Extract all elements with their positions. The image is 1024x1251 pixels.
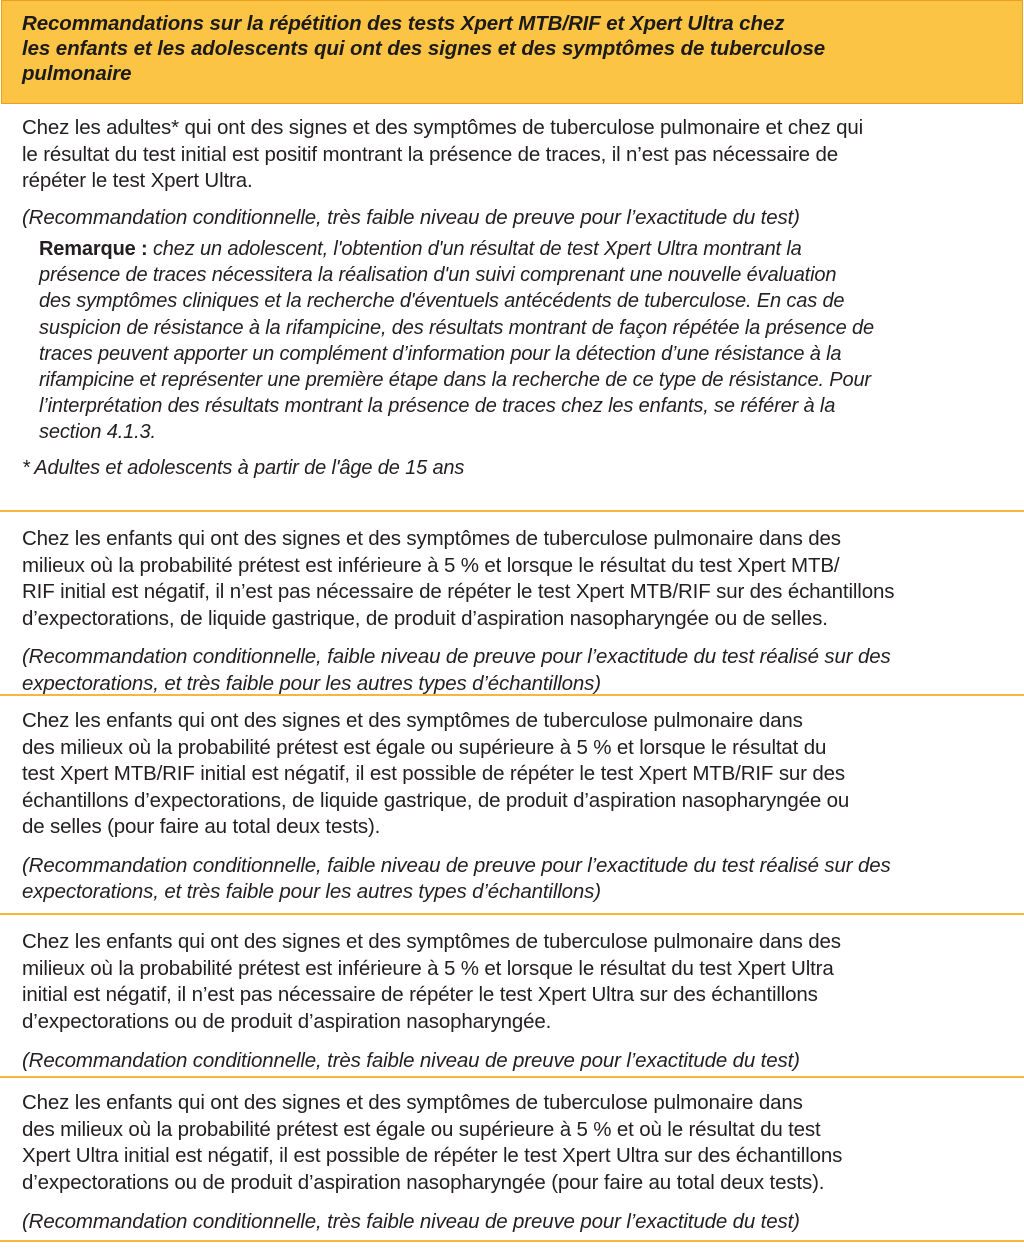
strength-line: (Recommandation conditionnelle, très faible niveau de preuve pour l’exactitude du test) xyxy=(22,1210,800,1233)
footnote xyxy=(22,455,1014,481)
strength-line: expectorations, et très faible pour les autres types d’échantillons) xyxy=(22,671,601,695)
box-header xyxy=(1,0,1023,104)
note-line xyxy=(39,236,1014,262)
recommendation-section-4 xyxy=(0,915,1024,1078)
recommendation-strength xyxy=(22,1209,1014,1236)
note-line: traces peuvent apporter un complément d’information pour la détection d’une résistance à la xyxy=(39,342,842,365)
recommendation-line: milieux où la probabilité prétest est inférieure à 5 % et lorsque le résultat du test Xpert MTB/ xyxy=(22,553,840,577)
note-line: rifampicine et représenter une première étape dans la recherche de ce type de résistance. Pour xyxy=(39,369,871,392)
recommendation-line: le résultat du test initial est positif montrant la présence de traces, il n’est pas nécessaire de xyxy=(22,142,838,166)
recommendation-line: échantillons d’expectorations, de liquide gastrique, de produit d’aspiration nasopharyngée ou xyxy=(22,788,850,812)
recommendation-strength xyxy=(22,205,1014,232)
recommendation-section-1 xyxy=(0,104,1024,512)
recommendation-line: d’expectorations ou de produit d’aspiration nasopharyngée. xyxy=(22,1009,552,1033)
recommendation-text xyxy=(22,708,1014,841)
note-line: section 4.1.3. xyxy=(39,421,156,444)
header-title-line: les enfants et les adolescents qui ont des signes et des symptômes de tuberculose xyxy=(22,37,826,60)
recommendation-line: des milieux où la probabilité prétest est égale ou supérieure à 5 % et lorsque le résultat du xyxy=(22,735,827,759)
recommendation-line: Xpert Ultra initial est négatif, il est possible de répéter le test Xpert Ultra sur des échantillons xyxy=(22,1144,843,1167)
recommendation-line: d’expectorations ou de produit d’aspiration nasopharyngée (pour faire au total deux tests). xyxy=(22,1170,825,1194)
recommendation-line: milieux où la probabilité prétest est inférieure à 5 % et lorsque le résultat du test Xpert Ultra xyxy=(22,956,834,980)
recommendation-text xyxy=(22,929,1014,1035)
note-line: suspicion de résistance à la rifampicine, des résultats montrant de façon répétée la présence de xyxy=(39,316,874,339)
recommendation-section-3 xyxy=(0,696,1024,915)
recommendation-line: d’expectorations, de liquide gastrique, de produit d’aspiration nasopharyngée ou de selles. xyxy=(22,606,828,630)
recommendation-section-2 xyxy=(0,512,1024,696)
strength-line: (Recommandation conditionnelle, faible niveau de preuve pour l’exactitude du test réalisé sur des xyxy=(22,645,891,668)
note-label: Remarque : xyxy=(39,238,148,260)
strength-line: expectorations, et très faible pour les autres types d’échantillons) xyxy=(22,880,601,903)
note-line: l’interprétation des résultats montrant la présence de traces chez les enfants, se référer à la xyxy=(39,395,836,418)
note-line: des symptômes cliniques et la recherche d'éventuels antécédents de tuberculose. En cas de xyxy=(39,290,845,313)
recommendation-section-5 xyxy=(0,1078,1024,1242)
strength-line: (Recommandation conditionnelle, faible niveau de preuve pour l’exactitude du test réalisé sur des xyxy=(22,853,891,877)
recommendation-line: RIF initial est négatif, il n’est pas nécessaire de répéter le test Xpert MTB/RIF sur des échantillons xyxy=(22,580,895,603)
recommendation-line: test Xpert MTB/RIF initial est négatif, il est possible de répéter le test Xpert MTB/RIF sur des xyxy=(22,762,846,785)
strength-line: (Recommandation conditionnelle, très faible niveau de preuve pour l’exactitude du test) xyxy=(22,205,800,229)
recommendation-line: répéter le test Xpert Ultra. xyxy=(22,169,253,192)
recommendation-line: Chez les enfants qui ont des signes et des symptômes de tuberculose pulmonaire dans des xyxy=(22,527,841,550)
recommendation-line: Chez les adultes* qui ont des signes et des symptômes de tuberculose pulmonaire et chez qui xyxy=(22,116,864,139)
header-title-line: Recommandations sur la répétition des tests Xpert MTB/RIF et Xpert Ultra chez xyxy=(22,12,785,35)
recommendation-text xyxy=(22,526,1014,632)
remark-note xyxy=(22,236,1014,446)
recommendation-line: Chez les enfants qui ont des signes et des symptômes de tuberculose pulmonaire dans xyxy=(22,1091,803,1114)
recommendation-strength xyxy=(22,853,1014,906)
recommendation-line: initial est négatif, il n’est pas nécessaire de répéter le test Xpert Ultra sur des échantillons xyxy=(22,983,818,1006)
header-title-line: pulmonaire xyxy=(22,62,132,85)
recommendation-line: des milieux où la probabilité prétest est égale ou supérieure à 5 % et où le résultat du test xyxy=(22,1117,821,1141)
note-line: présence de traces nécessitera la réalisation d'un suivi comprenant une nouvelle évaluation xyxy=(39,264,837,287)
recommendation-text xyxy=(22,115,1014,195)
recommendation-text xyxy=(22,1090,1014,1196)
strength-line: (Recommandation conditionnelle, très faible niveau de preuve pour l’exactitude du test) xyxy=(22,1049,800,1072)
recommendation-strength xyxy=(22,644,1014,697)
note-first-line-text: chez un adolescent, l'obtention d'un résultat de test Xpert Ultra montrant la xyxy=(147,238,802,260)
recommendation-line: de selles (pour faire au total deux tests). xyxy=(22,815,381,838)
footnote-line: * Adultes et adolescents à partir de l'âge de 15 ans xyxy=(22,456,465,479)
recommendation-strength xyxy=(22,1048,1014,1075)
recommendation-line: Chez les enfants qui ont des signes et des symptômes de tuberculose pulmonaire dans xyxy=(22,709,803,732)
recommendation-line: Chez les enfants qui ont des signes et des symptômes de tuberculose pulmonaire dans des xyxy=(22,930,841,953)
